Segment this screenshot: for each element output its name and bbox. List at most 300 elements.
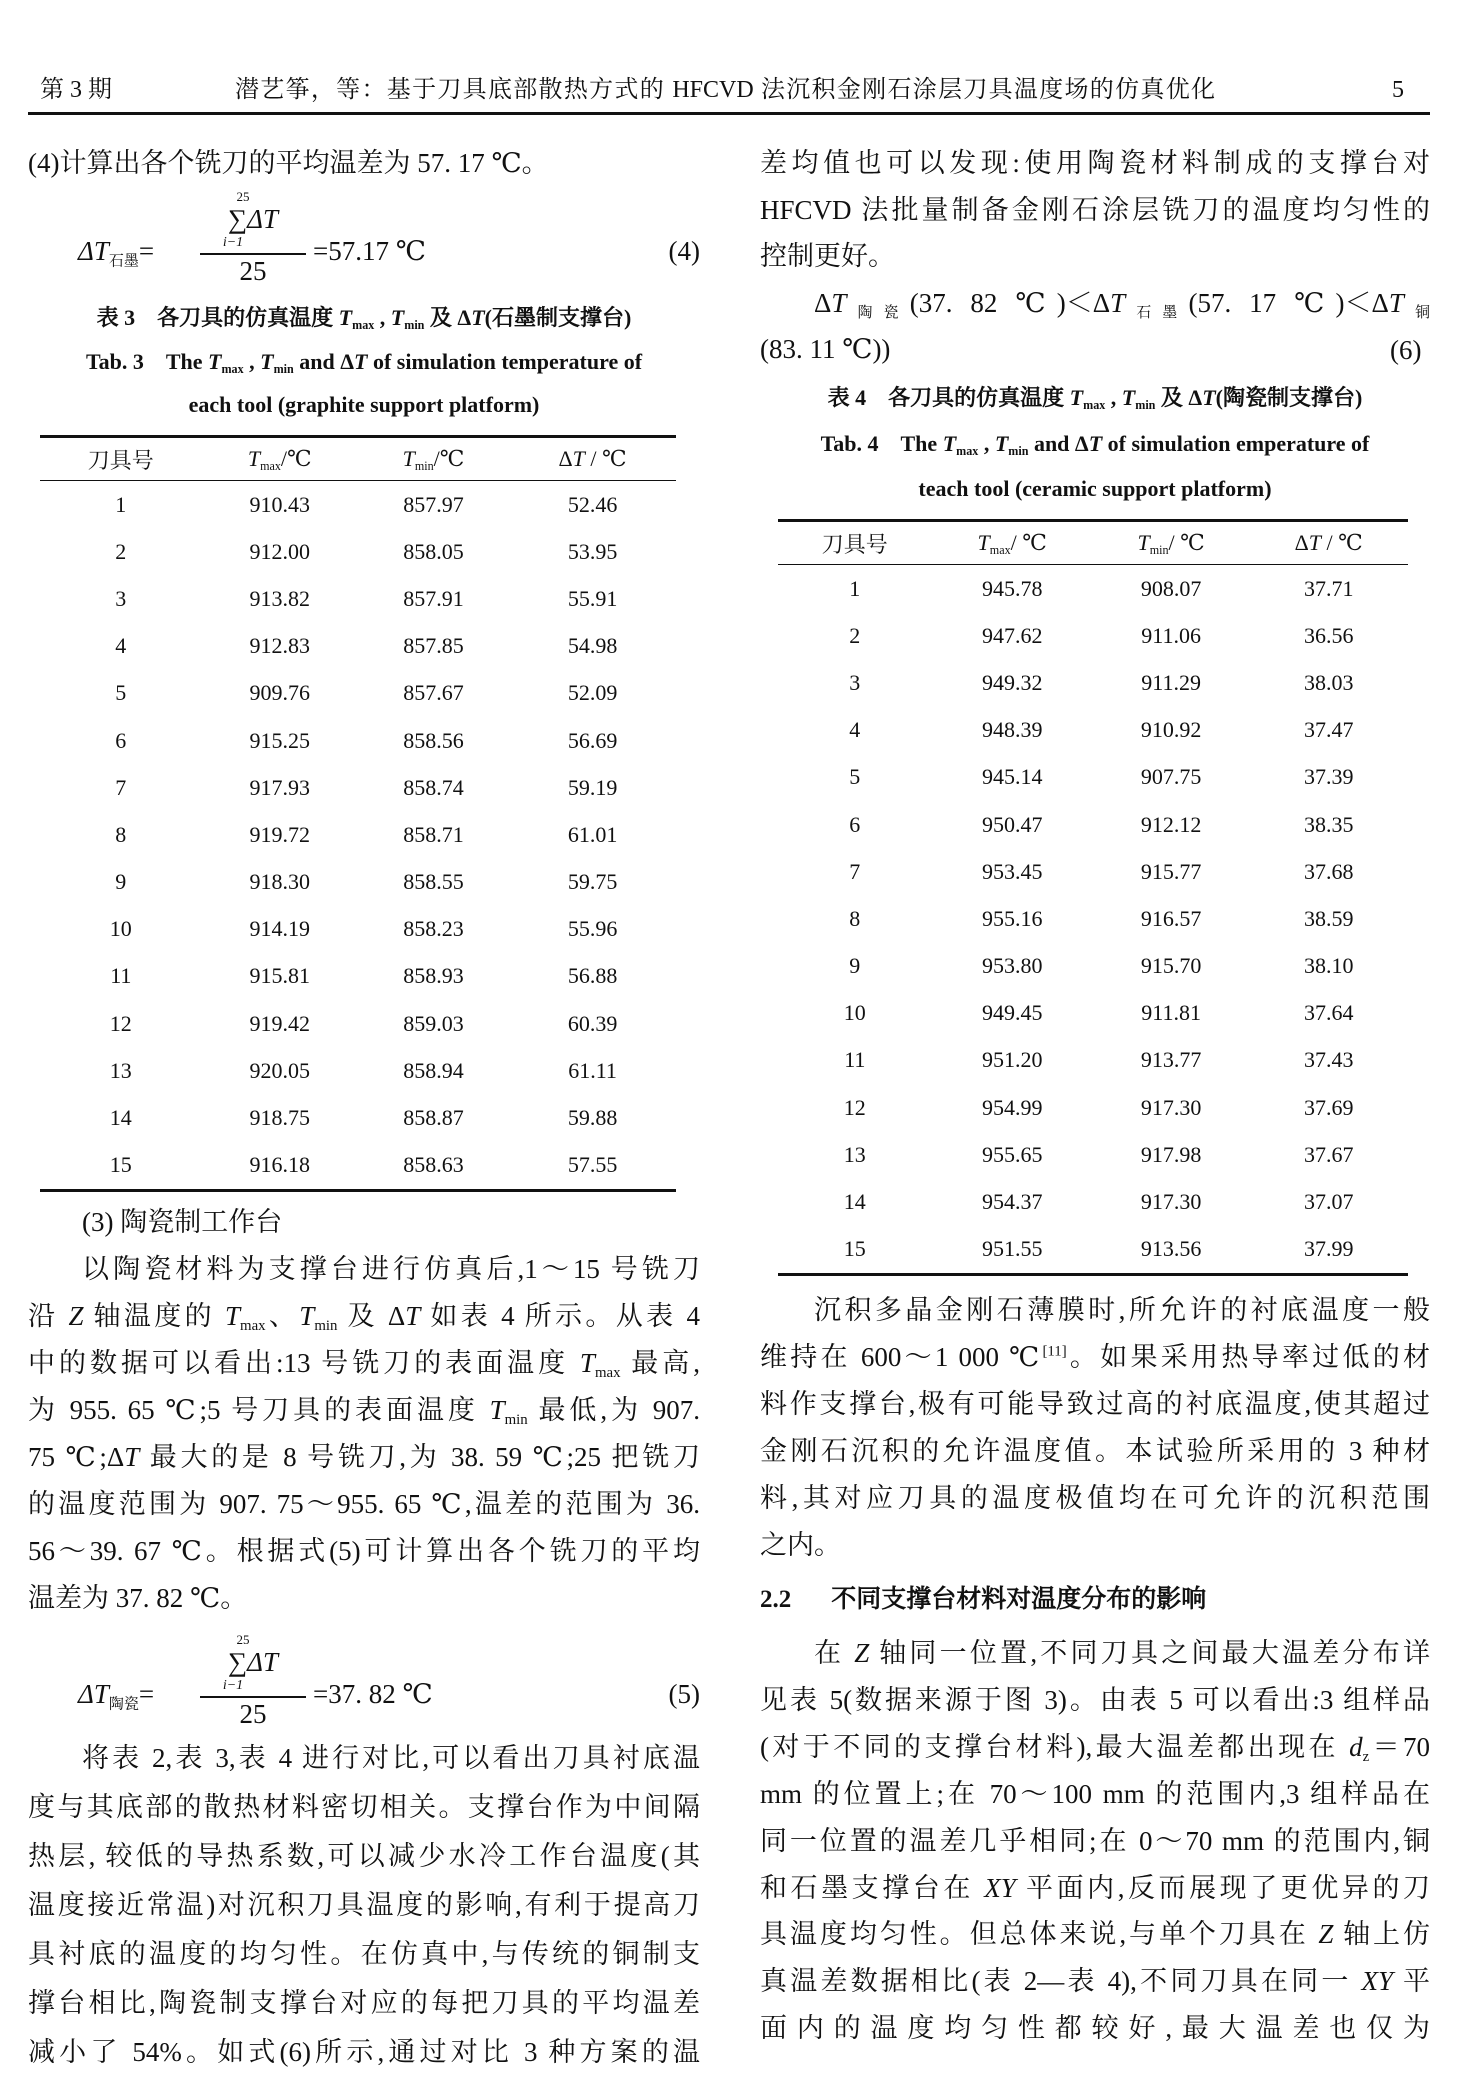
text-run: 沿 xyxy=(28,1301,69,1331)
italic-symbol: T xyxy=(579,1348,595,1378)
table-row xyxy=(40,859,676,906)
table-cell: 4 xyxy=(115,633,127,659)
italic-symbol: T xyxy=(942,431,957,456)
italic-symbol: T xyxy=(354,349,368,374)
text-run: 中的数据可以看出:13 号铣刀的表面温度 xyxy=(28,1348,580,1378)
table-cell: 914.19 xyxy=(249,916,310,942)
table-cell: 857.91 xyxy=(403,585,464,611)
table-cell: 950.47 xyxy=(981,811,1043,837)
text-run: 为 955. 65 ℃;5 号刀具的表面温度 xyxy=(28,1395,490,1425)
left-paragraph-2 xyxy=(28,1199,700,1622)
text-line xyxy=(760,1630,1430,1677)
section-number: 2.2 xyxy=(760,1586,792,1613)
text-run: 最高, xyxy=(620,1348,701,1378)
eq-lhs-sub: 陶瓷 xyxy=(108,1696,139,1713)
italic-symbol: XY xyxy=(1361,1966,1394,1997)
text-line xyxy=(28,140,700,187)
table-cell: 911.29 xyxy=(1141,669,1201,695)
table-cell: 4 xyxy=(849,717,861,743)
text-run: (4)计算出各个铣刀的平均温差为 57. 17 ℃。 xyxy=(28,148,549,178)
text-run: 撑台相比,陶瓷制支撑台对应的每把刀具的平均温差 xyxy=(28,1988,700,2018)
table-row xyxy=(778,895,1408,942)
table-cell: 14 xyxy=(843,1189,866,1215)
table-cell: 55.91 xyxy=(567,585,618,611)
eq-lhs: ΔT xyxy=(78,1679,109,1709)
eq-result: =37. 82 ℃ xyxy=(313,1679,433,1709)
table-row xyxy=(40,481,676,529)
table-cell: 907.75 xyxy=(1140,764,1202,790)
subscript: max xyxy=(240,1318,266,1335)
text-line xyxy=(760,1381,1430,1428)
text-run: 之内。 xyxy=(760,1529,841,1560)
italic-symbol: T xyxy=(831,287,847,318)
text-run: (陶瓷制支撑台) xyxy=(1215,385,1363,410)
text-run: 和石墨支撑台在 xyxy=(760,1872,985,1903)
italic-symbol: T xyxy=(260,349,274,374)
italic-symbol: T xyxy=(225,1301,241,1331)
text-run: 料作支撑台,极有可能导致过高的衬底温度,使其超过 xyxy=(760,1388,1430,1419)
table-cell: 858.56 xyxy=(403,727,464,753)
italic-symbol: XY xyxy=(984,1872,1016,1903)
text-run: /℃ xyxy=(280,446,312,471)
table-cell: 52.46 xyxy=(567,491,618,517)
table-cell: 38.35 xyxy=(1303,811,1354,837)
table-cell: 911.06 xyxy=(1141,622,1201,648)
table-cell: 858.94 xyxy=(403,1057,464,1083)
text-line xyxy=(760,187,1430,234)
text-run: 56～39. 67 ℃。根据式(5)可计算出各个铣刀的平均 xyxy=(28,1536,700,1566)
text-run: 轴温度的 xyxy=(83,1301,225,1331)
table-cell: 37.39 xyxy=(1303,764,1354,790)
text-run: 度与其底部的散热材料密切相关。支撑台作为中间隔 xyxy=(28,1792,700,1822)
table-cell: 858.05 xyxy=(403,538,464,564)
subscript: max xyxy=(594,1365,621,1382)
table-cell: 949.45 xyxy=(981,1000,1043,1026)
left-paragraph-3 xyxy=(28,1734,700,2077)
table-cell: 917.30 xyxy=(1140,1094,1202,1120)
text-run: 同一位置的温差几乎相同;在 0～70 mm 的范围内,铜 xyxy=(760,1825,1430,1856)
table-cell: 951.20 xyxy=(981,1047,1043,1073)
text-run: , xyxy=(1105,385,1122,410)
italic-symbol: T xyxy=(208,349,222,374)
italic-symbol: T xyxy=(977,530,990,555)
text-run: 减小了 54%。如式(6)所示,通过对比 3 种方案的温 xyxy=(28,2037,700,2067)
text-line xyxy=(28,1783,700,1832)
text-line xyxy=(28,1881,700,1930)
table-cell: 6 xyxy=(849,811,861,837)
italic-symbol: T xyxy=(1308,530,1322,555)
table-cell: 37.71 xyxy=(1303,575,1354,601)
text-run: teach tool (ceramic support platform) xyxy=(918,476,1272,501)
table-header-row xyxy=(778,521,1408,565)
table-cell: 9 xyxy=(849,953,861,979)
table-cell: 858.87 xyxy=(403,1105,464,1131)
table-row xyxy=(40,1047,676,1094)
table-row xyxy=(778,943,1408,990)
header-rule xyxy=(28,112,1430,115)
table-cell: 52.09 xyxy=(567,680,618,706)
text-run: 沉积多晶金刚石薄膜时,所允许的衬底温度一般 xyxy=(814,1295,1430,1325)
table-cell: 917.30 xyxy=(1140,1189,1202,1215)
text-run: 维持在 600～1 000 ℃ xyxy=(760,1341,1043,1372)
table-row xyxy=(778,1131,1408,1178)
table-cell: 2 xyxy=(115,538,127,564)
italic-symbol: T xyxy=(1110,287,1126,318)
caption-en xyxy=(28,340,700,426)
left-paragraph-1 xyxy=(28,140,700,187)
caption-en xyxy=(760,421,1430,511)
eq-result: =57.17 ℃ xyxy=(313,236,426,266)
italic-symbol: T xyxy=(390,305,405,330)
equation-4 xyxy=(28,190,700,290)
sum-upper-limit: 25 xyxy=(236,1632,250,1647)
table-cell: 12 xyxy=(109,1010,132,1036)
table-header-row xyxy=(40,437,676,481)
table-cell: 37.07 xyxy=(1303,1189,1354,1215)
table-cell: 915.70 xyxy=(1140,953,1202,979)
table-cell: 37.69 xyxy=(1303,1094,1354,1120)
text-run: (对于不同的支撑台材料),最大温差都出现在 xyxy=(760,1731,1350,1762)
text-run: 差均值也可以发现:使用陶瓷材料制成的支撑台对 xyxy=(760,148,1430,178)
text-run: 在 xyxy=(814,1638,855,1668)
caption-zh xyxy=(760,375,1430,421)
italic-symbol: T xyxy=(1088,431,1103,456)
text-run: 温度接近常温)对沉积刀具温度的影响,有利于提高刀 xyxy=(28,1890,700,1920)
table-row xyxy=(778,1037,1408,1084)
table-cell: 858.55 xyxy=(403,869,464,895)
text-run: (37. 82 ℃)＜Δ xyxy=(909,287,1111,318)
table-row xyxy=(778,990,1408,1037)
italic-symbol: Z xyxy=(68,1301,84,1331)
table-cell: 57.55 xyxy=(509,1142,676,1191)
table-cell: 917.98 xyxy=(1140,1141,1202,1167)
table-cell: 7 xyxy=(115,774,127,800)
eq-equals: = xyxy=(138,236,155,266)
text-run: 75 ℃;Δ xyxy=(28,1442,125,1472)
text-line xyxy=(760,1475,1430,1522)
table-cell: 3 xyxy=(115,585,127,611)
text-line xyxy=(28,1575,700,1622)
table-cell: 38.59 xyxy=(1303,905,1354,931)
table-row xyxy=(778,612,1408,659)
table-cell: 37.99 xyxy=(1249,1226,1408,1275)
table-row xyxy=(40,717,676,764)
table-4 xyxy=(778,519,1408,1276)
equation-5 xyxy=(28,1633,700,1731)
text-line xyxy=(28,1832,700,1881)
table-cell: 6 xyxy=(115,727,127,753)
text-run: 。如果采用热导率过低的材 xyxy=(1066,1341,1430,1372)
text-run: 及 Δ xyxy=(337,1301,406,1331)
table-cell: 912.00 xyxy=(249,538,310,564)
text-run: each tool (graphite support platform) xyxy=(188,392,540,417)
table-cell: 15 xyxy=(40,1142,202,1191)
text-line xyxy=(28,1979,700,2028)
text-run: , xyxy=(243,349,261,374)
text-line xyxy=(760,1911,1430,1958)
subscript: max xyxy=(1083,398,1106,413)
table-cell: 8 xyxy=(849,905,861,931)
table-cell: 37.67 xyxy=(1303,1141,1354,1167)
table-cell: 56.88 xyxy=(567,963,618,989)
text-line xyxy=(760,1865,1430,1912)
table-cell: 60.39 xyxy=(567,1010,618,1036)
subscript: min xyxy=(414,459,434,474)
text-line xyxy=(760,1287,1430,1334)
table-row xyxy=(40,764,676,811)
italic-symbol: T xyxy=(1069,385,1084,410)
table-cell: 951.55 xyxy=(932,1226,1093,1275)
column-header xyxy=(1093,521,1250,565)
text-run: (3) 陶瓷制工作台 xyxy=(82,1207,283,1237)
text-run: 真温差数据相比(表 2—表 4),不同刀具在同一 xyxy=(760,1966,1362,1997)
text-line xyxy=(760,466,1430,511)
table-cell: 915.81 xyxy=(249,963,310,989)
table-cell: 5 xyxy=(849,764,861,790)
subscript: 铜 xyxy=(1403,304,1430,321)
eq-lhs: ΔT xyxy=(78,236,109,266)
text-run: , xyxy=(978,431,995,456)
table-cell: 953.80 xyxy=(981,953,1043,979)
italic-symbol: T xyxy=(402,446,415,471)
column-header xyxy=(778,521,932,565)
table-row xyxy=(778,1226,1408,1275)
text-run: Tab. 4 The xyxy=(820,431,943,456)
table-cell: 915.25 xyxy=(249,727,310,753)
table-cell: 954.99 xyxy=(981,1094,1043,1120)
text-line xyxy=(28,1293,700,1340)
table-cell: 919.72 xyxy=(249,821,310,847)
table-cell: 913.77 xyxy=(1140,1047,1202,1073)
sum-expression: ∑ΔT xyxy=(227,204,279,234)
table-cell: 858.71 xyxy=(403,821,464,847)
text-run: 刀具号 xyxy=(87,447,154,473)
text-run: 的温度范围为 907. 75～955. 65 ℃,温差的范围为 36. xyxy=(28,1489,700,1519)
running-title: 潜艺筝，等：基于刀具底部散热方式的 HFCVD 法沉积金刚石涂层刀具温度场的仿真优化 xyxy=(235,77,1215,103)
section-title: 不同支撑台材料对温度分布的影响 xyxy=(831,1586,1207,1613)
table-cell: 920.05 xyxy=(249,1057,310,1083)
subscript: min xyxy=(404,318,425,333)
table-row xyxy=(40,670,676,717)
subscript: min xyxy=(314,1318,338,1335)
page-number: 5 xyxy=(1392,77,1404,103)
text-run: and Δ xyxy=(293,349,355,374)
text-line xyxy=(760,375,1430,421)
eq-lhs-sub: 石墨 xyxy=(108,253,139,270)
subscript: max xyxy=(352,318,375,333)
italic-symbol: T xyxy=(1137,530,1150,555)
table-row xyxy=(778,659,1408,706)
table-3-caption xyxy=(28,296,700,426)
text-line xyxy=(760,280,1430,327)
text-line xyxy=(760,1677,1430,1724)
italic-symbol: T xyxy=(247,446,261,471)
text-line xyxy=(28,340,700,383)
table-cell: 13 xyxy=(109,1057,132,1083)
table-cell: 8 xyxy=(115,821,127,847)
table-cell: 55.96 xyxy=(567,916,618,942)
table-cell: 953.45 xyxy=(981,858,1043,884)
text-run: 及 Δ xyxy=(1155,385,1203,410)
table-row xyxy=(778,565,1408,613)
table-row xyxy=(40,575,676,622)
table-cell: 2 xyxy=(849,622,861,648)
column-header xyxy=(1249,521,1408,565)
text-run: 以陶瓷材料为支撑台进行仿真后,1～15 号铣刀 xyxy=(82,1254,700,1284)
text-run: / ℃ xyxy=(1168,530,1205,555)
table-cell: 858.93 xyxy=(403,963,464,989)
italic-symbol: T xyxy=(405,1301,421,1331)
table-cell: 858.74 xyxy=(403,774,464,800)
text-run: 如表 4 所示。从表 4 xyxy=(420,1301,701,1331)
table-cell: 7 xyxy=(849,858,861,884)
caption-zh xyxy=(28,296,700,340)
text-run: Δ xyxy=(1294,530,1309,555)
right-paragraph-2 xyxy=(760,1287,1430,1568)
issue-number: 第 3 期 xyxy=(40,77,112,103)
italic-symbol: T xyxy=(1202,385,1216,410)
text-run: 平面内,反而展现了更优异的刀 xyxy=(1015,1872,1431,1903)
subscript: max xyxy=(221,362,244,377)
text-run: 及 Δ xyxy=(424,305,472,330)
text-line xyxy=(760,1818,1430,1865)
table-cell: 955.16 xyxy=(981,905,1043,931)
table-cell: 38.03 xyxy=(1303,669,1354,695)
text-run: 、 xyxy=(265,1301,300,1331)
text-line xyxy=(760,1428,1430,1475)
table-cell: 859.03 xyxy=(403,1010,464,1036)
text-run: Tab. 3 The xyxy=(85,349,209,374)
sum-expression: ∑ΔT xyxy=(227,1647,279,1677)
italic-symbol: T xyxy=(299,1301,315,1331)
table-4-caption xyxy=(760,375,1430,511)
sum-upper-limit: 25 xyxy=(236,189,250,204)
text-run: / ℃ xyxy=(1010,530,1047,555)
text-run: of simulation temperature of xyxy=(367,349,643,374)
table-cell: 912.12 xyxy=(1140,811,1202,837)
text-line xyxy=(760,326,1430,373)
table-cell: 857.97 xyxy=(403,491,464,517)
text-run: 平 xyxy=(1393,1966,1431,1997)
italic-symbol: T xyxy=(338,305,353,330)
right-paragraph-3 xyxy=(760,1630,1430,2052)
right-paragraph-1 xyxy=(760,140,1430,373)
table-cell: 5 xyxy=(115,680,127,706)
table-cell: 954.37 xyxy=(981,1189,1043,1215)
superscript: [11] xyxy=(1042,1343,1067,1360)
table-row xyxy=(40,906,676,953)
eq-equals: = xyxy=(138,1679,155,1709)
text-run: / ℃ xyxy=(584,446,627,471)
table-row xyxy=(40,623,676,670)
text-run: 最大的是 8 号铣刀,为 38. 59 ℃;25 把铣刀 xyxy=(139,1442,700,1472)
table-cell: 915.77 xyxy=(1140,858,1202,884)
table-cell: 909.76 xyxy=(249,680,310,706)
table-cell: 59.75 xyxy=(567,869,618,895)
text-run: HFCVD 法批量制备金刚石涂层铣刀的温度均匀性的 xyxy=(760,194,1430,225)
fraction-bar xyxy=(200,1696,306,1698)
table-cell: 14 xyxy=(109,1105,132,1131)
table-cell: 37.64 xyxy=(1303,1000,1354,1026)
text-run: 温差为 37. 82 ℃。 xyxy=(28,1583,248,1613)
table-row xyxy=(40,1094,676,1141)
text-run: 金刚石沉积的允许温度值。本试验所采用的 3 种材 xyxy=(760,1435,1430,1466)
section-heading xyxy=(760,1580,1206,1620)
table-row xyxy=(778,754,1408,801)
table-cell: 913.82 xyxy=(249,585,310,611)
text-run: ＝70 xyxy=(1369,1731,1431,1762)
table-cell: 918.30 xyxy=(249,869,310,895)
italic-symbol: T xyxy=(572,446,585,471)
table-cell: 913.56 xyxy=(1093,1226,1250,1275)
text-run: (83. 11 ℃)) xyxy=(760,334,891,365)
text-line xyxy=(760,421,1430,466)
text-line xyxy=(28,1246,700,1293)
column-header xyxy=(358,437,509,481)
italic-symbol: T xyxy=(1388,287,1404,318)
table-cell: 10 xyxy=(109,916,132,942)
text-line xyxy=(760,1958,1430,2005)
denominator: 25 xyxy=(239,1699,267,1729)
table-cell: 916.57 xyxy=(1140,905,1202,931)
text-run: 表 3 各刀具的仿真温度 xyxy=(96,305,339,330)
italic-symbol: Z xyxy=(854,1638,870,1668)
text-line xyxy=(28,383,700,426)
text-run: (石墨制支撑台) xyxy=(484,305,632,330)
text-line xyxy=(28,1387,700,1434)
text-run: 表 4 各刀具的仿真温度 xyxy=(827,385,1070,410)
table-cell: 917.93 xyxy=(249,774,310,800)
table-cell: 11 xyxy=(844,1047,866,1073)
eq-number: (4) xyxy=(668,236,700,266)
table-cell: 15 xyxy=(778,1226,932,1275)
subscript: max xyxy=(956,444,979,459)
denominator: 25 xyxy=(239,256,267,286)
text-line xyxy=(28,1930,700,1979)
table-cell: 949.32 xyxy=(981,669,1043,695)
table-row xyxy=(40,528,676,575)
table-row xyxy=(778,1084,1408,1131)
column-header xyxy=(202,437,358,481)
table-cell: 13 xyxy=(843,1141,866,1167)
table-row xyxy=(778,801,1408,848)
sum-lower-limit: i−1 xyxy=(222,1678,244,1693)
table-row xyxy=(40,1142,676,1191)
italic-symbol: d xyxy=(1349,1731,1363,1762)
table-cell: 37.43 xyxy=(1303,1047,1354,1073)
table-cell: 59.88 xyxy=(567,1105,618,1131)
text-run: of simulation emperature of xyxy=(1102,431,1370,456)
italic-symbol: T xyxy=(489,1395,505,1425)
text-line xyxy=(28,2028,700,2077)
column-header xyxy=(40,437,202,481)
column-header xyxy=(932,521,1093,565)
text-line xyxy=(760,2005,1430,2052)
table-cell: 955.65 xyxy=(981,1141,1043,1167)
italic-symbol: Z xyxy=(1318,1919,1334,1950)
text-run: 刀具号 xyxy=(821,531,888,557)
text-run: 料,其对应刀具的温度极值均在可允许的沉积范围 xyxy=(760,1482,1430,1513)
text-run: 轴上仿 xyxy=(1333,1919,1431,1950)
table-cell: 908.07 xyxy=(1140,575,1202,601)
table-cell: 857.67 xyxy=(403,680,464,706)
table-cell: 54.98 xyxy=(567,633,618,659)
text-run: 轴同一位置,不同刀具之间最大温差分布详 xyxy=(869,1638,1431,1668)
text-run: (57. 17 ℃)＜Δ xyxy=(1188,287,1389,318)
text-run: 面内的温度均匀性都较好,最大温差也仅为 xyxy=(760,2013,1430,2044)
subscript: max xyxy=(989,543,1011,558)
italic-symbol: T xyxy=(1121,385,1136,410)
